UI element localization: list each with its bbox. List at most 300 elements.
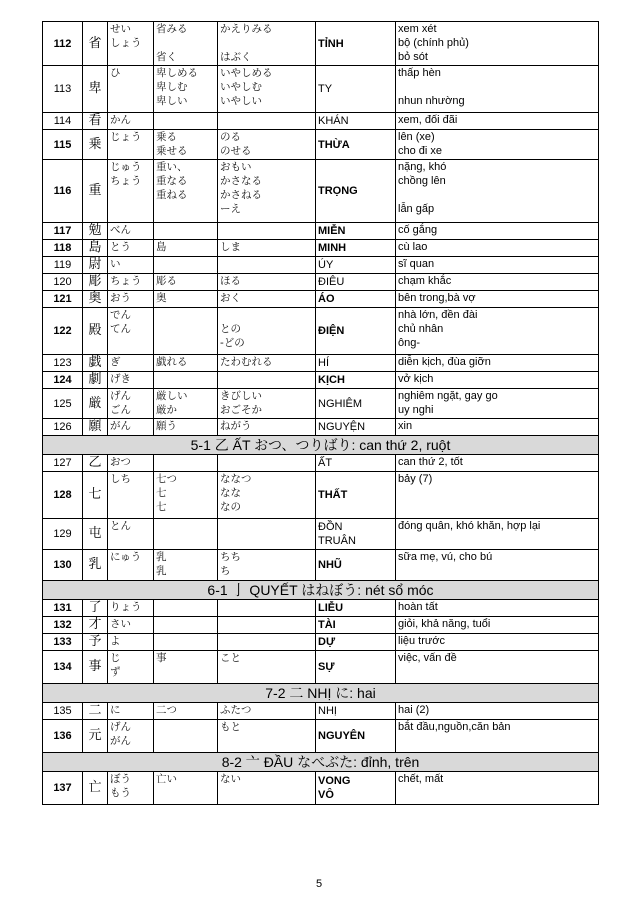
kanji-character: 重 [83,160,108,223]
kanji-character: 厳 [83,389,108,419]
radical-header: 7-2 二 NHỊ に: hai [43,684,599,703]
meaning-line: lên (xe) [398,131,435,143]
on-reading [108,617,154,634]
meaning [396,160,599,223]
meaning-line: nghiêm ngặt, gay go [398,390,498,402]
kanji-character: 勉 [83,223,108,240]
sino-vietnamese: ĐIÊU [316,274,396,291]
kun-reading-line: きびしい [220,390,262,402]
sino-vietnamese: THẤT [316,472,396,519]
kun-kanji-line: 彫る [156,275,177,287]
kun-reading-line: かさねる [220,189,262,201]
table-row [43,772,599,805]
table-row [43,240,599,257]
entry-number: 112 [43,22,83,66]
sino-vietnamese: ÁO [316,291,396,308]
kun-kanji-line: 乗る [156,131,177,143]
sino-vietnamese: LIỄU [316,600,396,617]
on-reading-line: じ [110,652,121,664]
on-reading [108,455,154,472]
entry-number: 136 [43,720,83,753]
radical-header-row [43,684,599,703]
kun-reading [218,308,316,355]
kun-reading [218,372,316,389]
kun-kanji-line: 省く [156,51,177,63]
kun-kanji [154,617,218,634]
entry-number: 123 [43,355,83,372]
meaning-line: can thứ 2, tốt [398,456,463,468]
kun-kanji [154,291,218,308]
kanji-character: 屯 [83,519,108,550]
kun-reading [218,66,316,113]
meaning-line: hoàn tất [398,601,438,613]
kun-reading-line: ちち [220,551,241,563]
on-reading [108,240,154,257]
kun-reading-line: たわむれる [220,356,273,368]
kun-kanji [154,600,218,617]
kun-kanji [154,22,218,66]
meaning [396,257,599,274]
on-reading [108,22,154,66]
radical-header: 6-1 亅 QUYẾT はねぼう: nét sổ móc [43,581,599,600]
meaning-line: chết, mất [398,773,444,785]
kun-kanji [154,240,218,257]
sino-vietnamese [316,519,396,550]
meaning-line: chồng lên [398,175,446,187]
on-reading [108,308,154,355]
meaning [396,634,599,651]
kun-reading-line: ち [220,565,231,577]
sino-vietnamese: NHŨ [316,550,396,581]
on-reading-line: りょう [110,601,142,613]
meaning [396,223,599,240]
entry-number: 120 [43,274,83,291]
meaning [396,550,599,581]
kanji-character: 事 [83,651,108,684]
kun-reading [218,130,316,160]
entry-number: 121 [43,291,83,308]
kanji-character: 省 [83,22,108,66]
kun-kanji [154,519,218,550]
kanji-character: 亡 [83,772,108,805]
kun-reading [218,355,316,372]
meaning-line: bỏ sót [398,51,428,63]
kun-kanji-line: 亡い [156,773,177,785]
radical-header: 8-2 亠 ĐẦU なべぶた: đỉnh, trên [43,753,599,772]
kun-kanji-line: 乗せる [156,145,188,157]
kun-reading [218,772,316,805]
meaning-line [398,80,596,94]
meaning [396,130,599,160]
sino-vietnamese: KỊCH [316,372,396,389]
kun-kanji-line: 二つ [156,704,177,716]
sino-vietnamese: HÍ [316,355,396,372]
entry-number: 114 [43,113,83,130]
kun-kanji [154,772,218,805]
page-number: 5 [315,878,323,890]
on-reading-line: げん [110,721,131,733]
on-reading [108,651,154,684]
kun-kanji-line: 事 [156,652,167,664]
kanji-character: 尉 [83,257,108,274]
kun-kanji-line: 重い、 [156,161,188,173]
on-reading-line: おう [110,292,131,304]
on-reading [108,355,154,372]
kun-reading-line: かさなる [220,175,262,187]
table-row [43,223,599,240]
meaning-line: hai (2) [398,704,430,716]
entry-number: 119 [43,257,83,274]
kanji-character: 元 [83,720,108,753]
kun-kanji [154,455,218,472]
on-reading-line: ちょう [110,175,142,187]
kun-reading-line: いやしい [220,95,262,107]
entry-number: 122 [43,308,83,355]
kun-reading-line: いやしめる [220,67,273,79]
kun-kanji [154,130,218,160]
sino-vietnamese: MIỄN [316,223,396,240]
kun-reading-line: いやしむ [220,81,262,93]
on-reading-line: に [110,704,121,716]
meaning [396,372,599,389]
kun-reading-line: もと [220,721,241,733]
on-reading-line: ごん [110,404,131,416]
kun-kanji-line: 厳か [156,404,177,416]
kun-kanji [154,389,218,419]
meaning [396,772,599,805]
kun-reading-line: おく [220,292,241,304]
kun-kanji [154,113,218,130]
kanji-character: 戯 [83,355,108,372]
meaning [396,291,599,308]
kun-kanji-line [156,36,215,50]
meaning [396,600,599,617]
kanji-character: 殿 [83,308,108,355]
kun-reading-line: ななつ [220,473,252,485]
kanji-character: 願 [83,419,108,436]
table-row [43,308,599,355]
meaning [396,355,599,372]
on-reading-line: とん [110,520,131,532]
kun-kanji [154,651,218,684]
meaning-line: nhun nhường [398,95,465,107]
kun-reading [218,550,316,581]
entry-number: 117 [43,223,83,240]
kun-kanji-line: 卑しむ [156,81,188,93]
meaning-line: uy nghi [398,404,434,416]
on-reading-line: べん [110,224,131,236]
sino-vietnamese [316,772,396,805]
kun-reading-line: のる [220,131,241,143]
on-reading-line: じゅう [110,161,142,173]
meaning-line: nặng, khó [398,161,447,173]
on-reading [108,257,154,274]
table-row [43,472,599,519]
kun-reading [218,651,316,684]
kun-kanji-line: 卑しい [156,95,188,107]
sino-vietnamese-line: TRUÂN [318,535,356,547]
entry-number: 116 [43,160,83,223]
kun-kanji [154,355,218,372]
kanji-character: 才 [83,617,108,634]
kun-kanji-line: 島 [156,241,167,253]
table-row [43,291,599,308]
meaning [396,308,599,355]
kun-reading-line: との [220,323,241,335]
kun-reading [218,240,316,257]
meaning [396,66,599,113]
table-row [43,720,599,753]
on-reading-line: がん [110,735,131,747]
meaning-line: cho đi xe [398,145,443,157]
kun-kanji-line: 七 [156,487,167,499]
on-reading-line: ぼう [110,773,131,785]
kanji-character: 二 [83,703,108,720]
kun-reading [218,291,316,308]
on-reading [108,772,154,805]
meaning-line: sữa mẹ, vú, cho bú [398,551,493,563]
entry-number: 124 [43,372,83,389]
kanji-character: 奥 [83,291,108,308]
kun-kanji-line: 願う [156,420,177,432]
sino-vietnamese: NHỊ [316,703,396,720]
table-row [43,550,599,581]
kun-reading [218,455,316,472]
entry-number: 118 [43,240,83,257]
meaning-line: bảy (7) [398,473,433,485]
kun-reading [218,720,316,753]
on-reading-line: よ [110,635,121,647]
table-row [43,634,599,651]
table-row [43,130,599,160]
on-reading [108,600,154,617]
kun-reading-line: ない [220,773,241,785]
meaning [396,419,599,436]
entry-number: 132 [43,617,83,634]
on-reading-line: かん [110,114,131,126]
kun-reading-line: かえりみる [220,23,273,35]
kun-kanji [154,257,218,274]
on-reading-line: げき [110,373,131,385]
kun-kanji [154,472,218,519]
kun-kanji-line: 重なる [156,175,188,187]
meaning-line: chạm khắc [398,275,452,287]
kun-kanji [154,223,218,240]
kun-kanji-line: 卑しめる [156,67,198,79]
meaning-line [398,188,596,202]
kun-kanji-line: 奥 [156,292,167,304]
meaning-line: sĩ quan [398,258,435,270]
on-reading [108,634,154,651]
kun-reading-line: のせる [220,145,252,157]
on-reading-line: がん [110,420,131,432]
sino-vietnamese: TÀI [316,617,396,634]
table-row [43,372,599,389]
kun-reading [218,257,316,274]
on-reading [108,472,154,519]
on-reading-line: しち [110,473,131,485]
kun-reading-line: なの [220,501,241,513]
kanji-character: 島 [83,240,108,257]
kun-reading [218,419,316,436]
meaning [396,519,599,550]
meaning [396,617,599,634]
on-reading-line: じょう [110,131,142,143]
meaning [396,472,599,519]
kun-kanji [154,160,218,223]
kun-reading-line: こと [220,652,241,664]
kun-reading-line: なな [220,487,241,499]
kun-reading [218,223,316,240]
table-row [43,455,599,472]
sino-vietnamese: NGUYÊN [316,720,396,753]
on-reading-line: げん [110,390,131,402]
on-reading-line: ず [110,666,121,678]
sino-vietnamese: TRỌNG [316,160,396,223]
table-row [43,703,599,720]
table-row [43,389,599,419]
sino-vietnamese: TỈNH [316,22,396,66]
kanji-character: 劇 [83,372,108,389]
on-reading [108,389,154,419]
on-reading-line: しょう [110,37,142,49]
on-reading-line: ぎ [110,356,121,368]
meaning [396,389,599,419]
meaning-line: cố gắng [398,224,438,236]
kanji-character: 予 [83,634,108,651]
kun-reading-line: ーえ [220,203,241,215]
on-reading [108,274,154,291]
kun-reading-line: -どの [220,337,245,349]
radical-header-row [43,436,599,455]
kun-reading-line [220,36,313,50]
table-row [43,355,599,372]
on-reading-line: おつ [110,456,131,468]
meaning-line: ông- [398,337,421,349]
on-reading [108,66,154,113]
meaning-line: liệu trước [398,635,445,647]
meaning-line: bộ (chính phủ) [398,37,469,49]
entry-number: 125 [43,389,83,419]
on-reading-line: でん [110,309,131,321]
kun-reading [218,160,316,223]
on-reading-line: さい [110,618,131,630]
radical-header-row [43,753,599,772]
table-row [43,22,599,66]
kanji-character: 看 [83,113,108,130]
kun-reading [218,22,316,66]
meaning [396,274,599,291]
kun-kanji-line: 重ねる [156,189,188,201]
on-reading [108,130,154,160]
sino-vietnamese-line: ĐỒN [318,521,343,533]
kun-kanji-line: 省みる [156,23,188,35]
table-row [43,66,599,113]
kun-reading-line: はぶく [220,51,252,63]
entry-number: 129 [43,519,83,550]
kanji-character: 彫 [83,274,108,291]
kun-kanji [154,550,218,581]
on-reading-line: せい [110,23,131,35]
kun-reading [218,634,316,651]
kanji-character: 七 [83,472,108,519]
on-reading-line: ひ [110,67,121,79]
sino-vietnamese: NGHIÊM [316,389,396,419]
kun-reading-line: ほる [220,275,241,287]
on-reading-line: もう [110,787,131,799]
sino-vietnamese: ẤT [316,455,396,472]
sino-vietnamese: ĐIỆN [316,308,396,355]
meaning-line: giỏi, khả năng, tuổi [398,618,491,630]
kun-reading [218,472,316,519]
table-row [43,257,599,274]
sino-vietnamese: DỰ [316,634,396,651]
sino-vietnamese: NGUYỆN [316,419,396,436]
kanji-character: 乙 [83,455,108,472]
kanji-character: 卑 [83,66,108,113]
meaning-line: bắt đầu,nguồn,căn bản [398,721,511,733]
meaning-line: thấp hèn [398,67,441,79]
kun-reading-line: しま [220,241,241,253]
entry-number: 128 [43,472,83,519]
table-row [43,651,599,684]
meaning [396,455,599,472]
table-row [43,160,599,223]
on-reading-line: にゅう [110,551,142,563]
on-reading-line: てん [110,323,131,335]
kun-reading-line: おごそか [220,404,262,416]
entry-number: 127 [43,455,83,472]
kun-reading [218,274,316,291]
on-reading [108,113,154,130]
meaning-line: việc, vấn đề [398,652,457,664]
kun-reading [218,703,316,720]
kun-kanji [154,634,218,651]
kanji-table [42,21,599,805]
kun-kanji-line: 七 [156,501,167,513]
table-row [43,519,599,550]
table-row [43,617,599,634]
meaning [396,720,599,753]
sino-vietnamese: KHÁN [316,113,396,130]
sino-vietnamese: SỰ [316,651,396,684]
meaning-line: đóng quân, khó khăn, hợp lại [398,520,541,532]
kun-reading-line: おもい [220,161,252,173]
kun-kanji-line: 七つ [156,473,177,485]
sino-vietnamese: TY [316,66,396,113]
meaning [396,240,599,257]
on-reading-line: ちょう [110,275,142,287]
kun-reading [218,519,316,550]
kun-kanji-line: 乳 [156,565,167,577]
entry-number: 130 [43,550,83,581]
table-row [43,113,599,130]
entry-number: 135 [43,703,83,720]
entry-number: 133 [43,634,83,651]
entry-number: 126 [43,419,83,436]
meaning-line: xem xét [398,23,437,35]
meaning [396,703,599,720]
kun-kanji [154,720,218,753]
meaning-line: xem, đối đãi [398,114,458,126]
meaning-line: vở kịch [398,373,434,385]
kun-kanji [154,66,218,113]
sino-vietnamese: ÚY [316,257,396,274]
kun-reading-line: ねがう [220,420,252,432]
sino-vietnamese-line: VONG [318,775,351,787]
kun-reading-line [220,308,313,322]
kun-kanji [154,419,218,436]
